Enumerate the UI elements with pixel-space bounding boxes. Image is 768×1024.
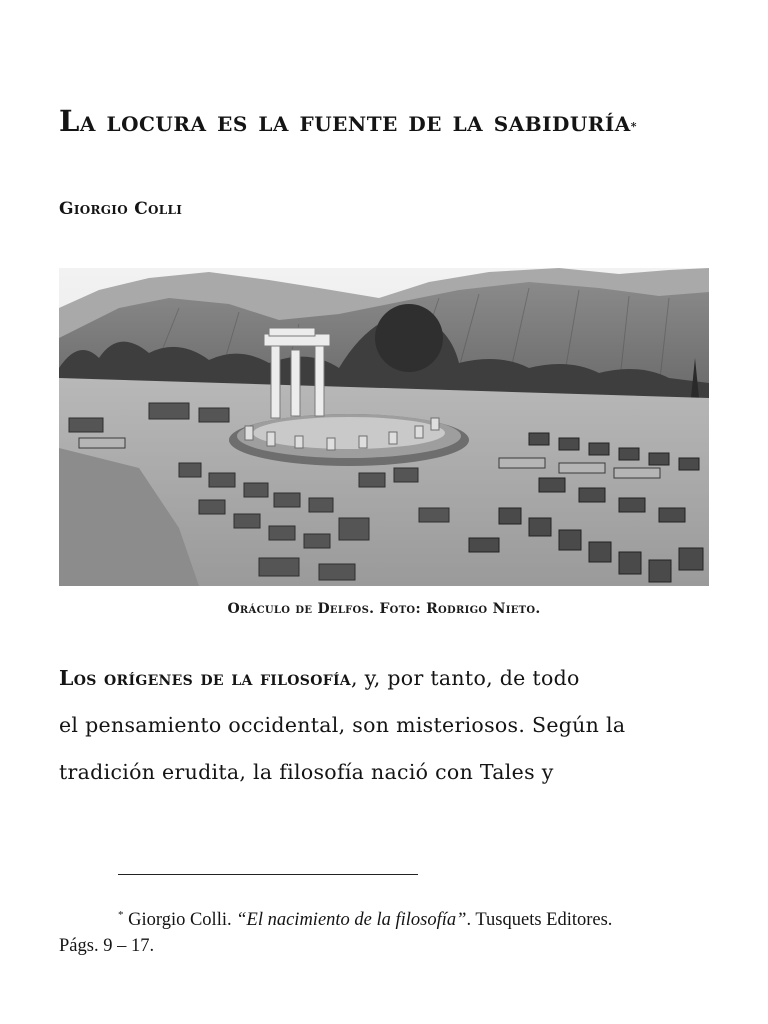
body-line-1-rest: , y, por tanto, de todo: [350, 666, 580, 690]
lead-in: Los orígenes de la filosofía: [59, 666, 351, 690]
footnote-mark: *: [118, 909, 124, 921]
footnote-pages: Págs. 9 – 17.: [59, 936, 155, 957]
delphi-photo: [59, 268, 709, 586]
body-paragraph: [59, 655, 719, 796]
footnote: [59, 902, 709, 959]
photo-caption: Oráculo de Delfos. Foto: Rodrigo Nieto.: [227, 601, 541, 617]
body-line-2: el pensamiento occidental, son misteriosos. Según la: [59, 713, 626, 737]
footnote-author: Giorgio Colli.: [128, 910, 232, 931]
footnote-book-title: “El nacimiento de la filosofía”: [236, 910, 467, 931]
body-line-1: [59, 655, 719, 702]
article-title-text: La locura es la fuente de la sabiduría: [59, 104, 631, 138]
article-title: [59, 98, 719, 144]
body-line-3: tradición erudita, la filosofía nació con Tales y: [59, 760, 554, 784]
article-author: Giorgio Colli: [59, 199, 183, 219]
footnote-rule: [118, 874, 418, 875]
footnote-marker: *: [630, 120, 638, 133]
footnote-publisher: . Tusquets Editores.: [466, 910, 613, 931]
